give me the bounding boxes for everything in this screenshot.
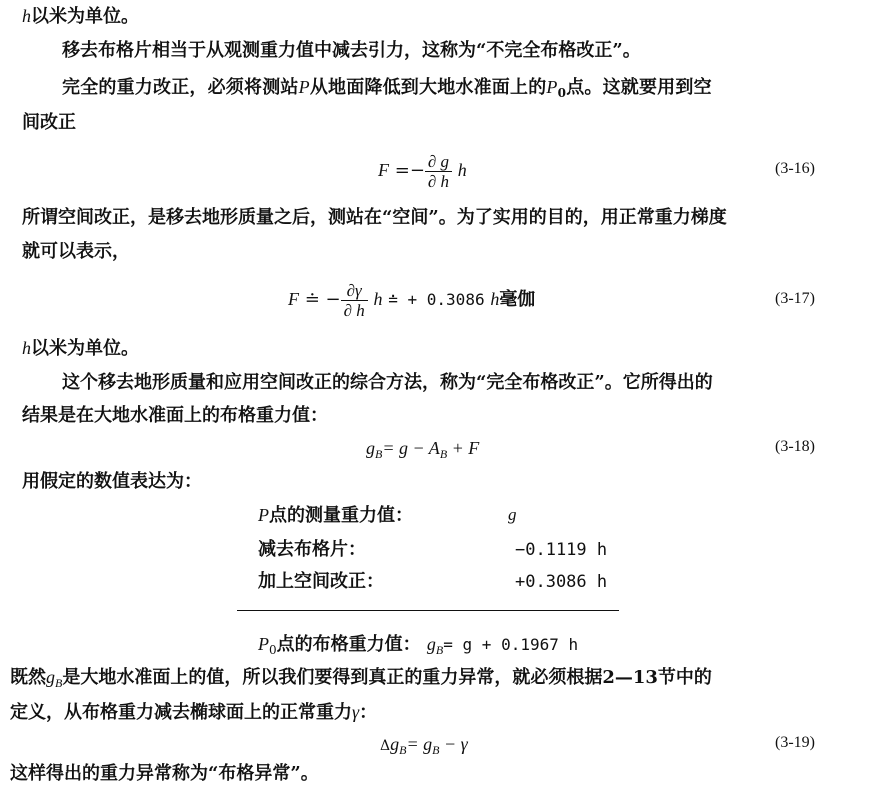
equation-number: (3-19) bbox=[775, 734, 815, 751]
equation-3-19: $\Delta g_B= g_B - \gamma$ bbox=[380, 734, 468, 757]
table-row-measured: P点的测量重力值： bbox=[258, 505, 413, 526]
table-value-free-air: +0.3086 h bbox=[515, 572, 608, 592]
var-P0: P bbox=[546, 77, 558, 97]
table-sum-rule bbox=[237, 610, 619, 611]
equation-number: (3-18) bbox=[775, 438, 815, 455]
paragraph-h-unit bbox=[22, 4, 139, 29]
paragraph-since-gb-cont: 定义，从布格重力减去椭球面上的正常重力γ： bbox=[10, 702, 378, 723]
text: 以米为单位。 bbox=[31, 6, 139, 27]
table-row-free-air: 加上空间改正： bbox=[258, 571, 384, 592]
fraction-dg-dh: $\frac{\partial g}{\partial h}$ bbox=[425, 152, 452, 191]
paragraph-complete-correction: 完全的重力改正，必须将测站P从地面降低到大地水准面上的$P_0$点。这就要用到空 bbox=[62, 77, 712, 100]
table-value-measured: g bbox=[508, 505, 517, 524]
table-row-bouguer-plate: 减去布格片： bbox=[258, 539, 366, 560]
equation-3-16: F =− $\frac{\partial g}{\partial h}$ h bbox=[378, 151, 467, 191]
paragraph-complete-bouguer: 这个移去地形质量和应用空间改正的综合方法，称为“完全布格改正”。它所得出的 bbox=[62, 372, 713, 393]
paragraph-bouguer-anomaly: 这样得出的重力异常称为“布格异常”。 bbox=[10, 763, 319, 784]
paragraph-free-air-cont: 就可以表示， bbox=[22, 241, 130, 262]
table-value-bouguer-plate: −0.1119 h bbox=[515, 540, 608, 560]
equation-number: (3-17) bbox=[775, 290, 815, 307]
paragraph-free-air: 所谓空间改正，是移去地形质量之后，测站在“空间”。为了实用的目的，用正常重力梯度 bbox=[22, 207, 727, 228]
var-P: P bbox=[298, 77, 310, 97]
equation-number: (3-16) bbox=[775, 160, 815, 177]
paragraph-h-unit-2: h以米为单位。 bbox=[22, 338, 139, 359]
equation-3-18: $g_B= g - A_B + F$ bbox=[366, 438, 480, 461]
fraction-dgamma-dh: $\frac{\partial\gamma}{\partial h}$ bbox=[341, 281, 368, 320]
paragraph-since-gb: 既然$g_B$是大地水准面上的值，所以我们要得到真正的重力异常，就必须根据2—13节中的 bbox=[10, 667, 712, 690]
paragraph-continuation: 间改正 bbox=[22, 112, 76, 133]
var-h: h bbox=[22, 6, 31, 26]
equation-3-17: F ≐ − $\frac{\partial\gamma}{\partial h}$ h ≐ + 0.3086 h毫伽 bbox=[288, 280, 536, 320]
paragraph-incomplete-bouguer: 移去布格片相当于从观测重力值中减去引力，这称为“不完全布格改正”。 bbox=[62, 40, 641, 61]
table-row-result: $P_0$点的布格重力值： $g_B= g + 0.1967$ h bbox=[258, 634, 579, 657]
paragraph-assumed-values: 用假定的数值表达为： bbox=[22, 471, 202, 492]
paragraph-complete-bouguer-cont: 结果是在大地水准面上的布格重力值： bbox=[22, 405, 328, 426]
